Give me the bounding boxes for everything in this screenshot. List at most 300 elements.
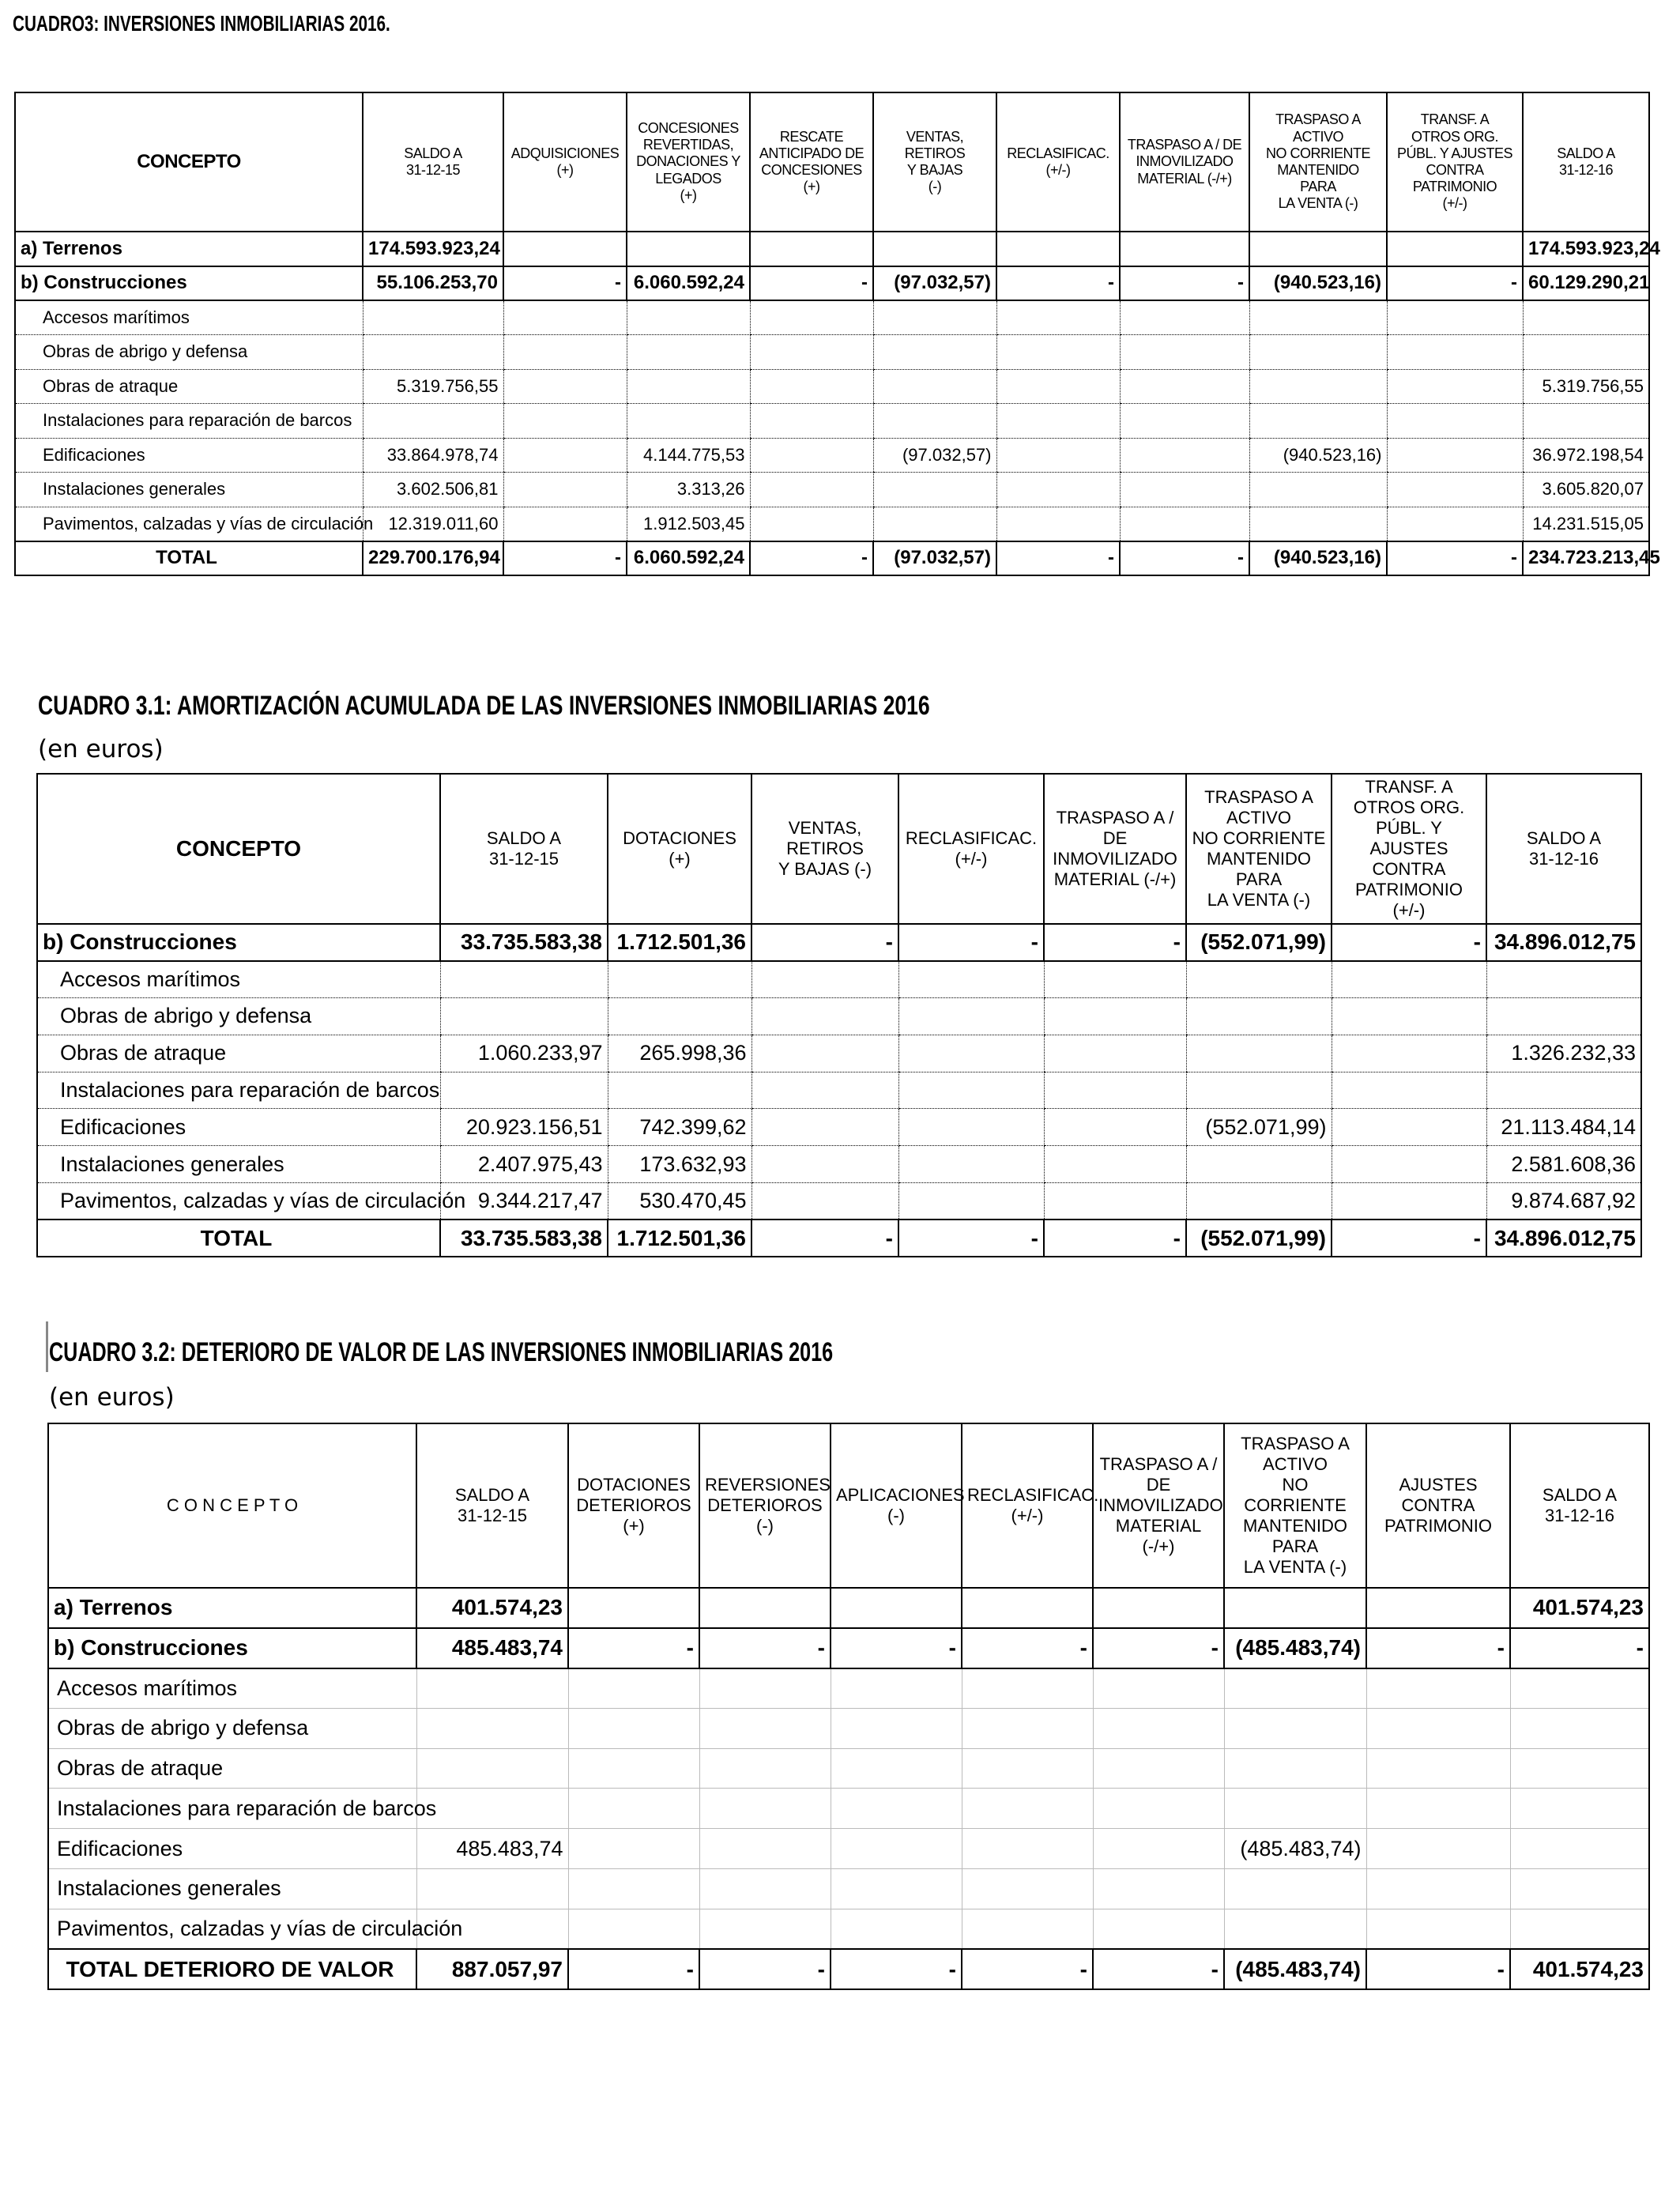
cell-value [1366,1909,1510,1949]
cell-value: 6.060.592,24 [627,266,750,301]
cell-value [1387,232,1523,266]
row-label: Instalaciones para reparación de barcos [48,1789,416,1829]
cell-value: - [699,1628,831,1668]
cell-value [751,1109,898,1146]
cell-value [873,232,996,266]
cell-value [1224,1708,1366,1748]
cell-value [750,507,873,541]
cell-value: 4.144.775,53 [627,438,750,473]
cell-value: 1.060.233,97 [440,1035,608,1072]
column-header: AJUSTES CONTRA PATRIMONIO [1366,1423,1510,1588]
table-row [15,369,1649,404]
cell-value [996,473,1120,507]
row-label: Instalaciones generales [37,1146,440,1183]
cell-value: 234.723.213,45 [1523,541,1649,576]
cell-value [1249,404,1387,439]
cell-value: - [1366,1949,1510,1989]
column-header: VENTAS, RETIROS Y BAJAS (-) [751,774,898,924]
cell-value [1249,232,1387,266]
investments-table [14,92,1660,576]
column-header: APLICACIONES (-) [831,1423,962,1588]
cell-value [416,1748,568,1789]
row-label: TOTAL [15,541,363,576]
column-header: TRASPASO A / DE INMOVILIZADO MATERIAL (-/+) [1093,1423,1224,1588]
cell-value [1120,335,1249,370]
cell-value [1510,1668,1649,1709]
column-header: SALDO A 31-12-16 [1510,1423,1649,1588]
cell-value: (940.523,16) [1249,266,1387,301]
cell-value [1093,1909,1224,1949]
cell-value [1249,369,1387,404]
cell-value [898,1072,1044,1109]
cell-value: 34.896.012,75 [1486,1220,1641,1257]
cell-value [627,404,750,439]
total-row [48,1949,1649,1989]
cell-value: 55.106.253,70 [363,266,503,301]
cell-value [1523,404,1649,439]
cell-value [568,1708,699,1748]
cell-value: - [1093,1949,1224,1989]
cell-value: 5.319.756,55 [1523,369,1649,404]
row-label: TOTAL DETERIORO DE VALOR [48,1949,416,1989]
row-label: Edificaciones [37,1109,440,1146]
cell-value [962,1869,1093,1909]
cell-value [503,473,627,507]
cell-value [1366,1748,1510,1789]
cell-value [608,961,751,998]
cell-value [1249,300,1387,335]
table-row [37,961,1641,998]
table-row [37,1146,1641,1183]
cell-value: (97.032,57) [873,541,996,576]
cell-value [699,1829,831,1869]
cell-value [962,1588,1093,1628]
cell-value [751,961,898,998]
cell-value [873,300,996,335]
cell-value [1366,1588,1510,1628]
cell-value [1387,335,1523,370]
cell-value [898,998,1044,1035]
cell-value [750,438,873,473]
cell-value [831,1869,962,1909]
cell-value: - [751,924,898,961]
cell-value [416,1668,568,1709]
cell-value [831,1748,962,1789]
cell-value [1332,961,1486,998]
row-label: Obras de abrigo y defensa [37,998,440,1035]
cell-value: - [503,541,627,576]
cell-value: (97.032,57) [873,266,996,301]
cell-value: 2.407.975,43 [440,1146,608,1183]
cell-value [996,369,1120,404]
cell-value: 173.632,93 [608,1146,751,1183]
cell-value [1510,1789,1649,1829]
cell-value [568,1588,699,1628]
row-label: Instalaciones generales [15,473,363,507]
table-row [15,404,1649,439]
cell-value [503,507,627,541]
column-header: TRASPASO A ACTIVO NO CORRIENTE MANTENIDO PARA LA VENTA (-) [1186,774,1332,924]
cell-value [962,1829,1093,1869]
cell-value [1387,473,1523,507]
impairment-table [47,1423,1650,1990]
cell-value [1332,1035,1486,1072]
cell-value: 3.313,26 [627,473,750,507]
cell-value [831,1708,962,1748]
cell-value: 36.972.198,54 [1523,438,1649,473]
row-label: Accesos marítimos [37,961,440,998]
table2-subtitle: (en euros) [38,735,164,763]
cell-value: 9.344.217,47 [440,1183,608,1220]
cell-value: (97.032,57) [873,438,996,473]
cell-value [898,1146,1044,1183]
cell-value [898,1183,1044,1220]
cell-value: 3.602.506,81 [363,473,503,507]
cell-value [1510,1909,1649,1949]
cell-value [1044,1035,1186,1072]
cell-value [962,1668,1093,1709]
row-label: Instalaciones para reparación de barcos [15,404,363,439]
cell-value [568,1909,699,1949]
cell-value [1387,404,1523,439]
cell-value: (485.483,74) [1224,1949,1366,1989]
cell-value [1523,335,1649,370]
table-row [15,473,1649,507]
cell-value [1186,1183,1332,1220]
cell-value [750,232,873,266]
cell-value: - [1093,1628,1224,1668]
cell-value: 12.319.011,60 [363,507,503,541]
column-header: SALDO A 31-12-16 [1486,774,1641,924]
cell-value [996,232,1120,266]
cell-value [568,1748,699,1789]
cell-value [996,507,1120,541]
cell-value [1366,1668,1510,1709]
column-header: RESCATE ANTICIPADO DE CONCESIONES (+) [750,92,873,232]
cell-value: - [962,1628,1093,1668]
cell-value [1044,998,1186,1035]
cell-value [1332,1146,1486,1183]
cell-value: 1.712.501,36 [608,924,751,961]
cell-value: - [996,266,1120,301]
cell-value [873,507,996,541]
cell-value: 5.319.756,55 [363,369,503,404]
cell-value [1523,300,1649,335]
column-header: CONCEPTO [15,92,363,232]
cell-value: 485.483,74 [416,1829,568,1869]
cell-value [1093,1789,1224,1829]
cell-value [1224,1588,1366,1628]
table-row [37,998,1641,1035]
cell-value: 401.574,23 [1510,1588,1649,1628]
cell-value [898,1109,1044,1146]
cell-value [1120,300,1249,335]
total-row [15,541,1649,576]
cell-value [873,335,996,370]
cell-value: 229.700.176,94 [363,541,503,576]
cell-value [1093,1668,1224,1709]
cell-value [1249,473,1387,507]
cell-value [1249,335,1387,370]
cell-value [1332,1072,1486,1109]
column-header: ADQUISICIONES (+) [503,92,627,232]
cell-value: 401.574,23 [1510,1949,1649,1989]
column-header: CONCESIONES REVERTIDAS, DONACIONES Y LEGADOS (+) [627,92,750,232]
cell-value [962,1748,1093,1789]
cell-value [873,404,996,439]
cell-value [1224,1869,1366,1909]
row-label: Pavimentos, calzadas y vías de circulación [15,507,363,541]
cell-value: - [1044,924,1186,961]
cell-value: - [1044,1220,1186,1257]
cell-value [568,1829,699,1869]
column-header: TRASPASO A ACTIVO NO CORRIENTE MANTENIDO PARA LA VENTA (-) [1249,92,1387,232]
table-row [48,1829,1649,1869]
cell-value [440,961,608,998]
cell-value: 887.057,97 [416,1949,568,1989]
table-row [15,232,1649,266]
row-label: b) Construcciones [15,266,363,301]
cell-value [751,1183,898,1220]
table-row [37,1109,1641,1146]
table3-title: CUADRO 3.2: DETERIORO DE VALOR DE LAS INVERSIONES INMOBILIARIAS 2016 [49,1337,834,1367]
cell-value [416,1708,568,1748]
column-header: RECLASIFICAC. (+/-) [996,92,1120,232]
cell-value: - [568,1949,699,1989]
cell-value: 33.864.978,74 [363,438,503,473]
cell-value [503,404,627,439]
cell-value: 174.593.923,24 [363,232,503,266]
cell-value [627,335,750,370]
table-row [15,507,1649,541]
row-label: Pavimentos, calzadas y vías de circulación [48,1909,416,1949]
cell-value [503,232,627,266]
cell-value [699,1748,831,1789]
row-label: Obras de abrigo y defensa [48,1708,416,1748]
cell-value [1387,300,1523,335]
cell-value: 1.712.501,36 [608,1220,751,1257]
row-label: b) Construcciones [48,1628,416,1668]
cell-value [1093,1588,1224,1628]
column-header: VENTAS, RETIROS Y BAJAS (-) [873,92,996,232]
table-row [15,335,1649,370]
table-row [15,300,1649,335]
cell-value: (552.071,99) [1186,924,1332,961]
cell-value [996,300,1120,335]
cell-value [1093,1708,1224,1748]
cell-value: 530.470,45 [608,1183,751,1220]
cell-value [568,1668,699,1709]
cell-value [1486,998,1641,1035]
cell-value: - [503,266,627,301]
cell-value [1044,961,1186,998]
cell-value [1387,507,1523,541]
cell-value [1510,1708,1649,1748]
cell-value: 9.874.687,92 [1486,1183,1641,1220]
cell-value: 20.923.156,51 [440,1109,608,1146]
cell-value: - [831,1949,962,1989]
cell-value [1510,1869,1649,1909]
cell-value [1120,369,1249,404]
table-row [48,1708,1649,1748]
cell-value: 1.326.232,33 [1486,1035,1641,1072]
cell-value [1249,507,1387,541]
cell-value: - [1510,1628,1649,1668]
cell-value: 485.483,74 [416,1628,568,1668]
row-label: Pavimentos, calzadas y vías de circulación [37,1183,440,1220]
cell-value [699,1869,831,1909]
cell-value: 33.735.583,38 [440,1220,608,1257]
column-header: TRANSF. A OTROS ORG. PÚBL. Y AJUSTES CONTRA PATRIMONIO (+/-) [1332,774,1486,924]
cell-value [1120,507,1249,541]
cell-value: - [831,1628,962,1668]
cell-value: - [1366,1628,1510,1668]
cell-value [1224,1668,1366,1709]
cell-value [751,998,898,1035]
cell-value [751,1072,898,1109]
cell-value [1186,1146,1332,1183]
cell-value [873,369,996,404]
cell-value [503,369,627,404]
cell-value: 21.113.484,14 [1486,1109,1641,1146]
cell-value [1186,1072,1332,1109]
cell-value [996,404,1120,439]
row-label: Edificaciones [15,438,363,473]
cell-value [568,1789,699,1829]
table-row [48,1628,1649,1668]
cell-value [1366,1869,1510,1909]
cell-value [1366,1789,1510,1829]
cell-value [1120,473,1249,507]
cell-value [1044,1146,1186,1183]
cell-value [831,1829,962,1869]
cell-value: 2.581.608,36 [1486,1146,1641,1183]
cell-value: - [699,1949,831,1989]
row-label: a) Terrenos [15,232,363,266]
cell-value [898,961,1044,998]
table-row [37,1072,1641,1109]
cell-value [1120,232,1249,266]
cell-value [831,1588,962,1628]
cell-value [440,998,608,1035]
cell-value [1332,1183,1486,1220]
row-label: Obras de abrigo y defensa [15,335,363,370]
column-header: TRASPASO A / DE INMOVILIZADO MATERIAL (-/+) [1044,774,1186,924]
cell-value: - [962,1949,1093,1989]
cell-value: (485.483,74) [1224,1628,1366,1668]
margin-line [46,1321,48,1372]
column-header: DOTACIONES (+) [608,774,751,924]
table2-title: CUADRO 3.1: AMORTIZACIÓN ACUMULADA DE LAS INVERSIONES INMOBILIARIAS 2016 [38,691,930,721]
cell-value: - [1387,266,1523,301]
table3-subtitle: (en euros) [49,1383,175,1412]
cell-value [962,1909,1093,1949]
cell-value [750,369,873,404]
cell-value [1186,998,1332,1035]
cell-value [416,1789,568,1829]
cell-value [627,300,750,335]
cell-value [1186,1035,1332,1072]
cell-value [627,232,750,266]
cell-value: 265.998,36 [608,1035,751,1072]
cell-value [751,1035,898,1072]
cell-value: 3.605.820,07 [1523,473,1649,507]
cell-value [503,335,627,370]
cell-value: (940.523,16) [1249,541,1387,576]
cell-value: 1.912.503,45 [627,507,750,541]
cell-value [1510,1748,1649,1789]
cell-value [1044,1183,1186,1220]
cell-value [831,1909,962,1949]
cell-value [363,300,503,335]
table-row [48,1748,1649,1789]
cell-value [416,1869,568,1909]
cell-value: - [1120,266,1249,301]
cell-value [608,998,751,1035]
cell-value [1093,1748,1224,1789]
column-header: RECLASIFICAC. (+/-) [898,774,1044,924]
cell-value: (485.483,74) [1224,1829,1366,1869]
cell-value [1332,998,1486,1035]
cell-value [1224,1748,1366,1789]
cell-value [1224,1789,1366,1829]
cell-value [751,1146,898,1183]
cell-value [873,473,996,507]
cell-value [750,473,873,507]
cell-value: 60.129.290,21 [1523,266,1649,301]
cell-value [1387,438,1523,473]
cell-value [1366,1708,1510,1748]
cell-value: - [750,541,873,576]
cell-value [1332,1109,1486,1146]
cell-value: - [1387,541,1523,576]
row-label: Obras de atraque [48,1748,416,1789]
table-row [48,1588,1649,1628]
cell-value [503,438,627,473]
cell-value [1044,1109,1186,1146]
cell-value [1120,438,1249,473]
cell-value [440,1072,608,1109]
cell-value [363,404,503,439]
column-header: CONCEPTO [37,774,440,924]
cell-value [1093,1829,1224,1869]
cell-value: - [1332,1220,1486,1257]
cell-value: 742.399,62 [608,1109,751,1146]
cell-value [962,1708,1093,1748]
column-header: SALDO A 31-12-15 [416,1423,568,1588]
row-label: a) Terrenos [48,1588,416,1628]
total-row [37,1220,1641,1257]
cell-value [1366,1829,1510,1869]
cell-value: 34.896.012,75 [1486,924,1641,961]
cell-value [699,1668,831,1709]
column-header: C O N C E P T O [48,1423,416,1588]
cell-value: - [1332,924,1486,961]
amortization-table [36,773,1642,1257]
cell-value [627,369,750,404]
cell-value [363,335,503,370]
row-label: Instalaciones para reparación de barcos [37,1072,440,1109]
row-label: TOTAL [37,1220,440,1257]
cell-value [1120,404,1249,439]
cell-value [750,335,873,370]
table1-title: CUADRO3: INVERSIONES INMOBILIARIAS 2016. [13,11,390,36]
cell-value [503,300,627,335]
row-label: Obras de atraque [37,1035,440,1072]
cell-value: - [568,1628,699,1668]
cell-value [750,300,873,335]
cell-value: (552.071,99) [1186,1220,1332,1257]
